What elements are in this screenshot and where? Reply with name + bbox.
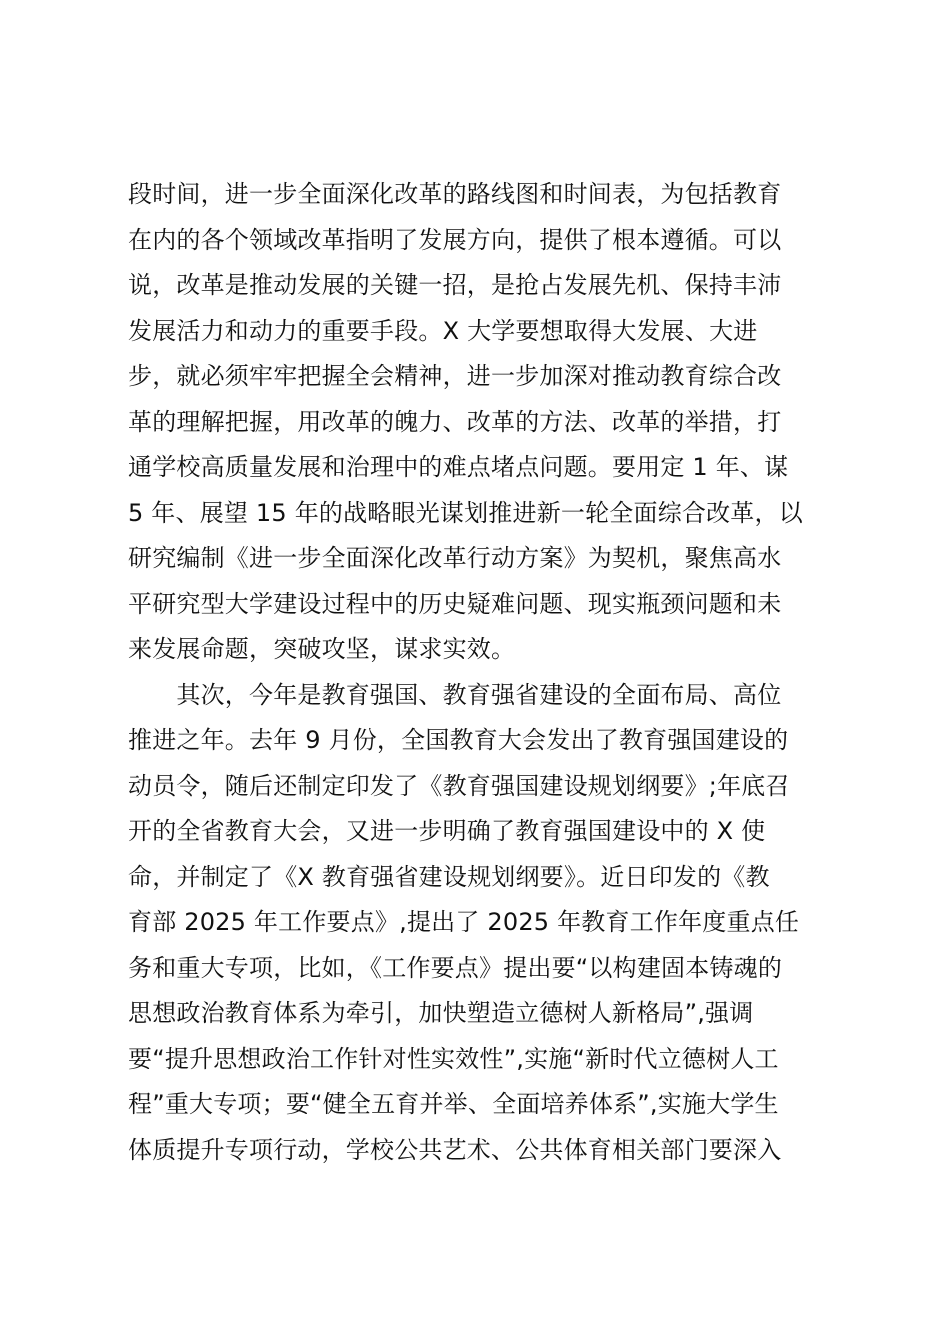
text-line: 体质提升专项行动，学校公共艺术、公共体育相关部门要深入 [128,1135,782,1164]
text-line: 命，并制定了《X 教育强省建设规划纲要》。近日印发的《教 [128,862,770,891]
text-line: 革的理解把握，用改革的魄力、改革的方法、改革的举措，打 [128,407,782,436]
text-line: 研究编制《进一步全面深化改革行动方案》为契机，聚焦高水 [128,544,782,572]
text-line: 说，改革是推动发展的关键一招，是抢占发展先机、保持丰沛 [128,271,782,299]
text-line: 思想政治教育体系为牵引，加快塑造立德树人新格局”,强调 [128,999,754,1027]
text-line: 育部 2025 年工作要点》,提出了 2025 年教育工作年度重点任 [128,908,800,936]
text-line: 推进之年。去年 9 月份，全国教育大会发出了教育强国建设的 [128,726,789,754]
text-line: 务和重大专项，比如，《工作要点》提出要“以构建固本铸魂的 [128,953,783,982]
text-line: 发展活力和动力的重要手段。X 大学要想取得大发展、大进 [128,316,758,345]
text-line: 要“提升思想政治工作针对性实效性”,实施“新时代立德树人工 [128,1044,779,1073]
text-line: 开的全省教育大会，又进一步明确了教育强国建设中的 X 使 [128,817,766,845]
text-line: 来发展命题，突破攻坚，谋求实效。 [128,635,516,663]
text-line: 步，就必须牢牢把握全会精神，进一步加深对推动教育综合改 [128,362,782,390]
text-line: 动员令，随后还制定印发了《教育强国建设规划纲要》;年底召 [128,771,790,800]
text-line: 段时间，进一步全面深化改革的路线图和时间表，为包括教育 [128,180,782,208]
text-line: 程”重大专项；要“健全五育并举、全面培养体系”,实施大学生 [128,1090,779,1118]
body-text [128,172,838,1173]
text-line: 通学校高质量发展和治理中的难点堵点问题。要用定 1 年、谋 [128,453,789,481]
text-line: 5 年、展望 15 年的战略眼光谋划推进新一轮全面综合改革，以 [128,498,803,527]
text-line: 其次，今年是教育强国、教育强省建设的全面布局、高位 [128,680,782,709]
text-line: 在内的各个领域改革指明了发展方向，提供了根本遵循。可以 [128,225,782,254]
text-line: 平研究型大学建设过程中的历史疑难问题、现实瓶颈问题和未 [128,589,782,618]
